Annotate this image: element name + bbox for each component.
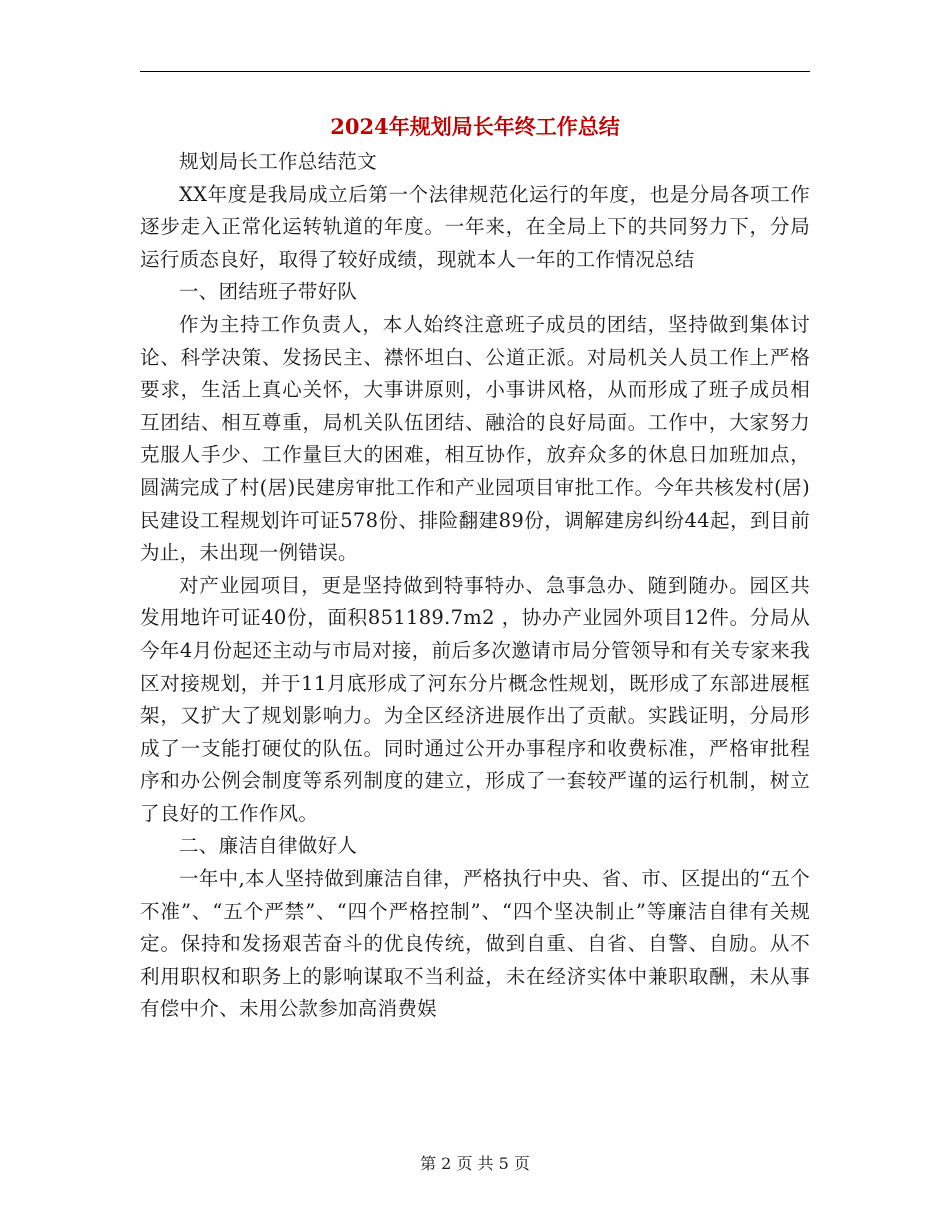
intro-paragraph: XX年度是我局成立后第一个法律规范化运行的年度，也是分局各项工作逐步走入正常化运转轨道的年度。一年来，在全局上下的共同努力下，分局运行质态良好，取得了较好成绩，现就本人一年的工作情况总结 xyxy=(140,182,810,271)
body-paragraph: 作为主持工作负责人，本人始终注意班子成员的团结，坚持做到集体讨论、科学决策、发扬民主、襟怀坦白、公道正派。对局机关人员工作上严格要求，生活上真心关怀，大事讲原则，小事讲风格，从而形成了班子成员相互团结、相互尊重，局机关队伍团结、融洽的良好局面。工作中，大家努力克服人手少、工作量巨大的困难，相互协作，放弃众多的休息日加班加点，圆满完成了村(居)民建房审批工作和产业园项目审批工作。今年共核发村(居)民建设工程规划许可证578份、排险翻建89份，调解建房纠纷44起，到目前为止，未出现一例错误。 xyxy=(140,312,810,565)
document-title: 2024年规划局长年终工作总结 xyxy=(330,114,620,139)
body-paragraph: 对产业园项目，更是坚持做到特事特办、急事急办、随到随办。园区共发用地许可证40份，面积851189.7m2 ，协办产业园外项目12件。分局从今年4月份起还主动与市局对接，前后多次邀请市局分管领导和有关专家来我区对接规划，并于11月底形成了河东分片概念性规划，既形成了东部进展框架，又扩大了规划影响力。为全区经济进展作出了贡献。实践证明，分局形成了一支能打硬仗的队伍。同时通过公开办事程序和收费标准，严格审批程序和办公例会制度等系列制度的建立，形成了一套较严谨的运行机制，树立了良好的工作作风。 xyxy=(140,573,810,825)
body-paragraph: 一年中,本人坚持做到廉洁自律，严格执行中央、省、市、区提出的“五个不准”、“五个严禁”、“四个严格控制”、“四个坚决制止”等廉洁自律有关规定。保持和发扬艰苦奋斗的优良传统，做到自重、自省、自警、自励。从不利用职权和职务上的影响谋取不当利益，未在经济实体中兼职取酬，未从事有偿中介、未用公款参加高消费娱 xyxy=(140,867,810,1021)
subtitle-paragraph: 规划局长工作总结范文 xyxy=(179,150,378,173)
page-number-footer: 第 2 页 共 5 页 xyxy=(420,1154,530,1173)
document-body xyxy=(140,146,810,1026)
section-heading-1: 一、团结班子带好队 xyxy=(179,280,358,304)
section-heading-2: 二、廉洁自律做好人 xyxy=(179,834,358,858)
header-rule xyxy=(140,71,810,72)
